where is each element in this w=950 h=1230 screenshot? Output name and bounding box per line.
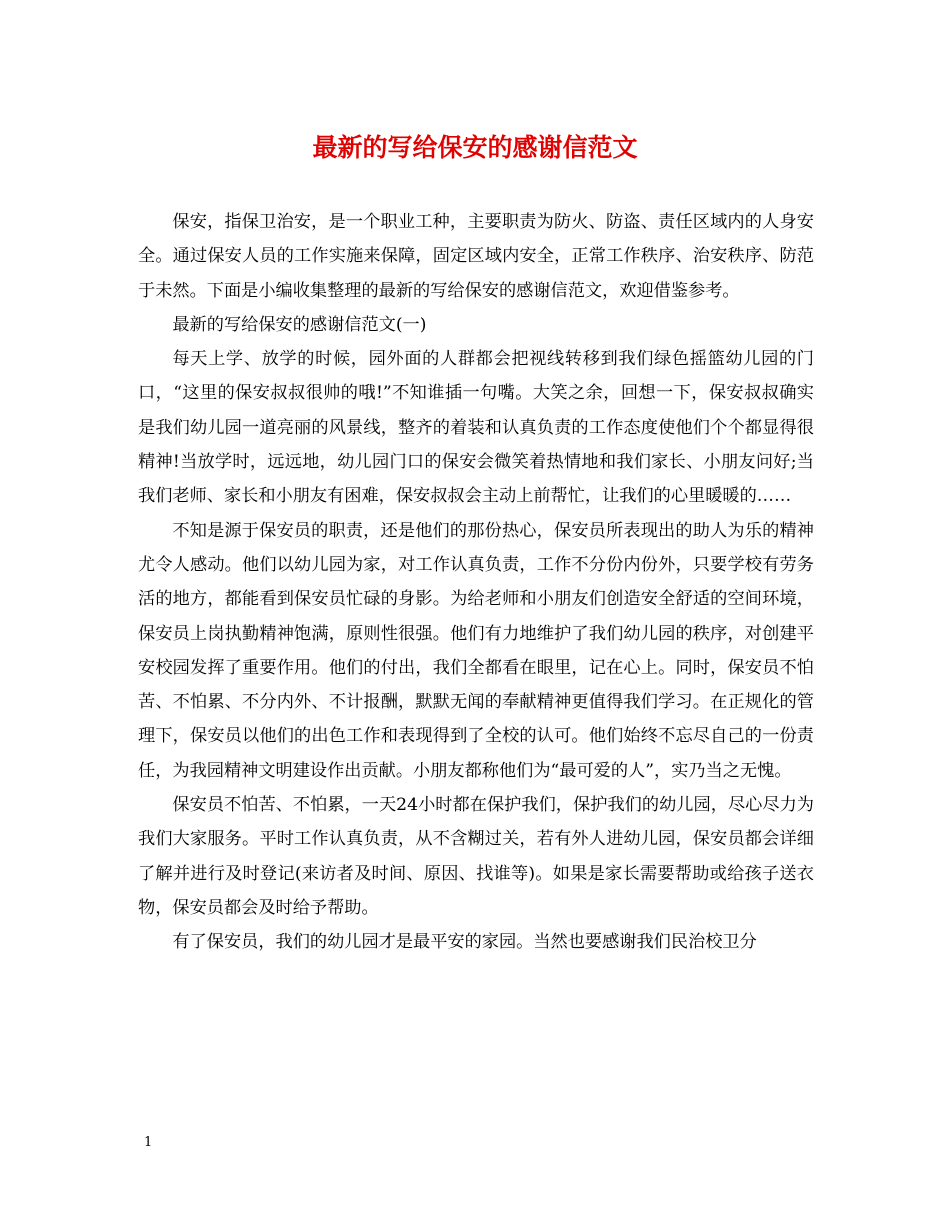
paragraph-intro: 保安，指保卫治安，是一个职业工种，主要职责为防火、防盗、责任区域内的人身安全。通过保安人员的工作实施来保障，固定区域内安全，正常工作秩序、治安秩序、防范于未然。下面是小编收集整理的最新的写给保安的感谢信范文，欢迎借鉴参考。 <box>138 212 814 301</box>
page-title: 最新的写给保安的感谢信范文 <box>312 133 638 162</box>
paragraph: 不知是源于保安员的职责，还是他们的那份热心，保安员所表现出的助人为乐的精神尤令人感动。他们以幼儿园为家，对工作认真负责，工作不分份内份外，只要学校有劳务活的地方，都能看到保安员忙碌的身影。为给老师和小朋友们创造安全舒适的空间环境，保安员上岗执勤精神饱满，原则性很强。他们有力地维护了我们幼儿园的秩序，对创建平安校园发挥了重要作用。他们的付出，我们全都看在眼里，记在心上。同时，保安员不怕苦、不怕累、不分内外、不计报酬，默默无闻的奉献精神更值得我们学习。在正规化的管理下，保安员以他们的出色工作和表现得到了全校的认可。他们始终不忘尽自己的一份责任，为我园精神文明建设作出贡献。小朋友都称他们为“最可爱的人”，实乃当之无愧。 <box>138 520 814 781</box>
page-number: 1 <box>144 1135 153 1150</box>
paragraph: 每天上学、放学的时候，园外面的人群都会把视线转移到我们绿色摇篮幼儿园的门口，“这里的保安叔叔很帅的哦!”不知谁插一句嘴。大笑之余，回想一下，保安叔叔确实是我们幼儿园一道亮丽的风景线，整齐的着装和认真负责的工作态度使他们个个都显得很精神!当放学时，远远地，幼儿园门口的保安会微笑着热情地和我们家长、小朋友问好;当我们老师、家长和小朋友有困难，保安叔叔会主动上前帮忙，让我们的心里暖暖的…… <box>138 349 814 507</box>
paragraph: 保安员不怕苦、不怕累，一天24小时都在保护我们，保护我们的幼儿园，尽心尽力为我们大家服务。平时工作认真负责，从不含糊过关，若有外人进幼儿园，保安员都会详细了解并进行及时登记(来访者及时间、原因、找谁等)。如果是家长需要帮助或给孩子送衣物，保安员都会及时给予帮助。 <box>138 795 814 918</box>
document-body <box>138 205 814 960</box>
section-heading: 最新的写给保安的感谢信范文(一) <box>172 314 427 335</box>
paragraph: 有了保安员，我们的幼儿园才是最平安的家园。当然也要感谢我们民治校卫分 <box>172 932 757 953</box>
